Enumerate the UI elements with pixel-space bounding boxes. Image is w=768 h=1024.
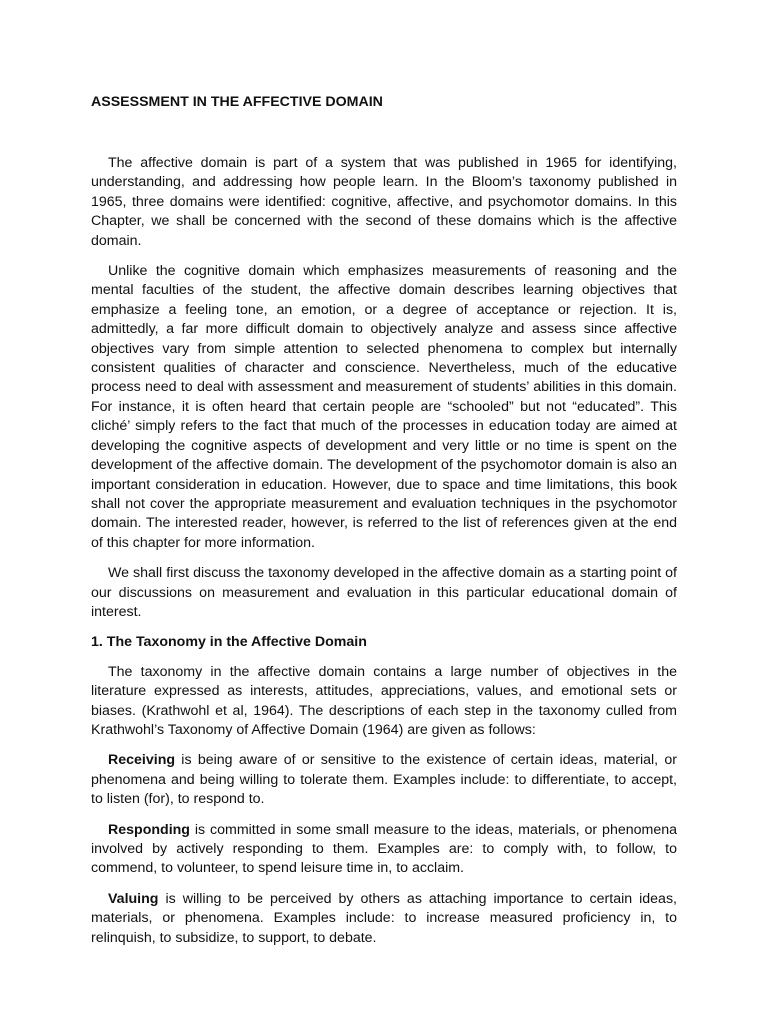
level-description: is committed in some small measure to the ideas, materials, or phenomena involved by actively responding to them. Examples are: to comply with, to follow, to commend, to volunteer, to spend leisure time in, to acclaim. bbox=[91, 821, 677, 877]
document-title: ASSESSMENT IN THE AFFECTIVE DOMAIN bbox=[91, 94, 383, 110]
level-description: is willing to be perceived by others as attaching importance to certain ideas, materials, or phenomena. Examples include: to increase measured proficiency in, to relinquish, to subsidize, to support, to debate. bbox=[91, 890, 677, 946]
level-paragraph-responding bbox=[91, 821, 677, 879]
section-paragraph: The taxonomy in the affective domain contains a large number of objectives in the literature expressed as interests, attitudes, appreciations, values, and emotional sets or biases. (Krathwohl et al, 1964). The descriptions of each step in the taxonomy culled from Krathwohl’s Taxonomy of Affective Domain (1964) are given as follows: bbox=[91, 663, 677, 738]
level-term: Receiving bbox=[108, 752, 176, 769]
intro-paragraph: We shall first discuss the taxonomy developed in the affective domain as a starting point of our discussions on measurement and evaluation in this particular educational domain of interest. bbox=[91, 565, 677, 620]
level-paragraph-valuing bbox=[91, 890, 677, 948]
section-heading: 1. The Taxonomy in the Affective Domain bbox=[91, 634, 367, 651]
intro-paragraph: Unlike the cognitive domain which emphasizes measurements of reasoning and the mental faculties of the student, the affective domain describes learning objectives that emphasize a feeling tone, an emotion, or a degree of acceptance or rejection. It is, admittedly, a far more difficult domain to objectively analyze and assess since affective objectives vary from simple attention to selected phenomena to complex but internally consistent qualities of character and conscience. Nevertheless, much of the educative process need to deal with assessment and measurement of students’ abilities in this domain. For instance, it is often heard that certain people are “schooled” but not “educated”. This cliché’ simply refers to the fact that much of the processes in education today are aimed at developing the cognitive aspects of development and very little or no time is spent on the development of the affective domain. The development of the psychomotor domain is also an important consideration in education. However, due to space and time limitations, this book shall not cover the appropriate measurement and evaluation techniques in the psychomotor domain. The interested reader, however, is referred to the list of references given at the end of this chapter for more information. bbox=[91, 263, 677, 551]
level-term: Valuing bbox=[108, 890, 159, 907]
level-term: Responding bbox=[108, 821, 190, 838]
document-page bbox=[91, 92, 677, 959]
level-description: is being aware of or sensitive to the existence of certain ideas, material, or phenomena and being willing to tolerate them. Examples include: to differentiate, to accept, to listen (for), to respond to. bbox=[91, 752, 677, 808]
level-paragraph-receiving bbox=[91, 751, 677, 809]
intro-paragraph: The affective domain is part of a system that was published in 1965 for identifying, understanding, and addressing how people learn. In the Bloom’s taxonomy published in 1965, three domains were identified: cognitive, affective, and psychomotor domains. In this Chapter, we shall be concerned with the second of these domains which is the affective domain. bbox=[91, 155, 677, 249]
